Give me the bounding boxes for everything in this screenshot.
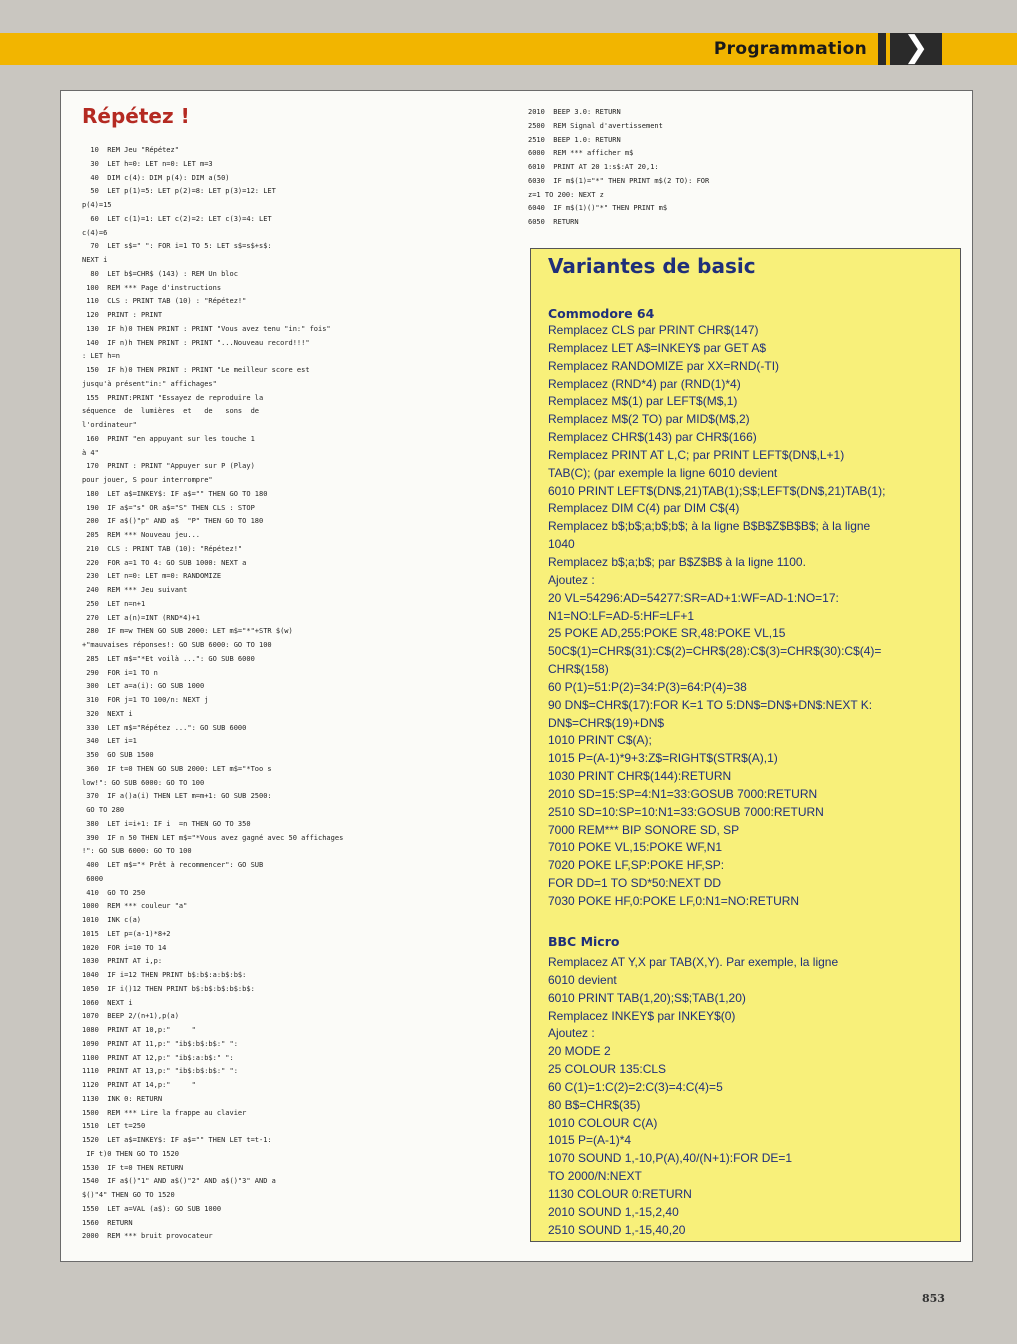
leftcode-line: 100 REM *** Page d'instructions	[82, 283, 222, 292]
c64-line: 1010 PRINT C$(A);	[548, 733, 652, 748]
leftcode-line: GO TO 280	[82, 806, 125, 814]
bbc-line: Remplacez INKEY$ par INKEY$(0)	[548, 1008, 736, 1023]
leftcode-line: 1120 PRINT AT 14,p:" "	[82, 1081, 196, 1089]
leftcode-line: 1130 INK 0: RETURN	[82, 1094, 163, 1103]
leftcode-line: !": GO SUB 6000: GO TO 100	[82, 847, 192, 856]
c64-line: Ajoutez :	[548, 572, 595, 587]
c64-line: 50C$(1)=CHR$(31):C$(2)=CHR$(28):C$(3)=CHR$(30):C$(4)=	[548, 644, 882, 659]
leftcode-line: 1090 PRINT AT 11,p:" "ib$:b$:b$:" ":	[82, 1039, 238, 1048]
c64-line: 60 P(1)=51:P(2)=34:P(3)=64:P(4)=38	[548, 679, 747, 694]
leftcode-line: 1050 IF i()12 THEN PRINT b$:b$:b$:b$:b$:	[82, 984, 255, 993]
leftcode-line: 390 IF n 50 THEN LET m$="*Vous avez gagné avec 50 affichages	[82, 833, 344, 842]
leftcode-line: $()"4" THEN GO TO 1520	[82, 1191, 175, 1199]
bbc-line: 20 MODE 2	[548, 1044, 611, 1059]
leftcode-line: IF t)0 THEN GO TO 1520	[82, 1149, 179, 1158]
rightcode-line: 2010 BEEP 3.0: RETURN	[528, 108, 621, 116]
leftcode-line: 1080 PRINT AT 10,p:" "	[82, 1026, 196, 1034]
leftcode-line: 1030 PRINT AT i,p:	[82, 957, 163, 966]
leftcode-line: 1530 IF t=0 THEN RETURN	[82, 1163, 184, 1172]
c64-line: FOR DD=1 TO SD*50:NEXT DD	[548, 876, 722, 891]
leftcode-line: 280 IF m=w THEN GO SUB 2000: LET m$="*"+STR $(w)	[82, 627, 293, 636]
leftcode-line: 1070 BEEP 2/(n+1),p(a)	[82, 1012, 179, 1021]
leftcode-line: 1550 LET a=VAL (a$): GO SUB 1000	[82, 1204, 222, 1213]
bbc-line: 6010 PRINT TAB(1,20);S$;TAB(1,20)	[548, 990, 746, 1005]
c64-line: Remplacez RANDOMIZE par XX=RND(-TI)	[548, 358, 780, 373]
leftcode-line: 160 PRINT "en appuyant sur les touche 1	[82, 434, 255, 443]
leftcode-line: à 4"	[82, 448, 99, 457]
page-number: 853	[922, 1292, 945, 1305]
leftcode-line: 400 LET m$="* Prêt à recommencer": GO SUB	[82, 861, 264, 869]
leftcode-line: 330 LET m$="Répétez ...": GO SUB 6000	[82, 723, 247, 732]
leftcode-line: : LET h=n	[82, 352, 120, 361]
leftcode-line: 140 IF n)h THEN PRINT : PRINT "...Nouveau record!!!"	[82, 338, 310, 347]
leftcode-line: 1040 IF i=12 THEN PRINT b$:b$:a:b$:b$:	[82, 971, 247, 979]
leftcode-line: 70 LET s$=" ": FOR i=1 TO 5: LET s$=s$+s$:	[82, 242, 272, 251]
leftcode-line: 6000	[82, 874, 104, 883]
leftcode-line: 1060 NEXT i	[82, 998, 133, 1007]
leftcode-line: 180 LET a$=INKEY$: IF a$="" THEN GO TO 180	[82, 489, 268, 498]
rightcode-line: z=1 TO 200: NEXT z	[528, 190, 604, 199]
bbc-line: 1070 SOUND 1,-10,P(A),40/(N+1):FOR DE=1	[548, 1151, 793, 1166]
c64-line: CHR$(158)	[548, 662, 609, 677]
leftcode-line: NEXT i	[82, 256, 108, 264]
leftcode-line: 270 LET a(n)=INT (RND*4)+1	[82, 613, 201, 622]
leftcode-line: 1110 PRINT AT 13,p:" "ib$:b$:b$:" ":	[82, 1067, 238, 1076]
c64-line: 2510 SD=10:SP=10:N1=33:GOSUB 7000:RETURN	[548, 804, 824, 819]
c64-line: 7000 REM*** BIP SONORE SD, SP	[548, 822, 740, 837]
c64-line: 7010 POKE VL,15:POKE WF,N1	[548, 840, 723, 855]
leftcode-line: 210 CLS : PRINT TAB (10): "Répétez!"	[82, 544, 243, 553]
leftcode-line: 220 FOR a=1 TO 4: GO SUB 1000: NEXT a	[82, 558, 247, 567]
c64-line: Remplacez M$(1) par LEFT$(M$,1)	[548, 394, 738, 409]
leftcode-line: 310 FOR j=1 TO 100/n: NEXT j	[82, 696, 209, 704]
bbc-line: 1015 P=(A-1)*4	[548, 1133, 632, 1148]
rightcode-line: 2500 REM Signal d'avertissement	[528, 121, 663, 130]
bbc-lines	[548, 954, 953, 1240]
leftcode-line: pour jouer, S pour interrompre"	[82, 476, 213, 484]
leftcode-line: 250 LET n=n+1	[82, 599, 146, 608]
leftcode-line: 155 PRINT:PRINT "Essayez de reproduire la	[82, 393, 264, 402]
c64-line: Remplacez DIM C(4) par DIM C$(4)	[548, 501, 740, 516]
leftcode-line: 1560 RETURN	[82, 1218, 133, 1227]
c64-line: Remplacez LET A$=INKEY$ par GET A$	[548, 340, 767, 355]
leftcode-line: 300 LET a=a(i): GO SUB 1000	[82, 682, 205, 691]
leftcode-line: 370 IF a()a(i) THEN LET m=m+1: GO SUB 2500:	[82, 792, 272, 801]
leftcode-line: 1540 IF a$()"1" AND a$()"2" AND a$()"3" AND a	[82, 1177, 276, 1186]
c64-line: 25 POKE AD,255:POKE SR,48:POKE VL,15	[548, 626, 786, 641]
c64-line: 1015 P=(A-1)*9+3:Z$=RIGHT$(STR$(A),1)	[548, 751, 778, 766]
leftcode-line: 290 FOR i=1 TO n	[82, 668, 158, 677]
leftcode-line: 30 LET h=0: LET n=0: LET m=3	[82, 159, 213, 168]
leftcode-line: 240 REM *** Jeu suivant	[82, 586, 188, 594]
c64-line: Remplacez b$;b$;a;b$;b$; à la ligne B$B$Z$B$B$; à la ligne	[548, 519, 871, 534]
article-title: Répétez !	[82, 104, 190, 128]
leftcode-line: 1100 PRINT AT 12,p:" "ib$:a:b$:" ":	[82, 1053, 234, 1062]
leftcode-line: 170 PRINT : PRINT "Appuyer sur P (Play)	[82, 462, 255, 471]
leftcode-line: 1020 FOR i=10 TO 14	[82, 943, 167, 952]
right-code-listing	[528, 106, 948, 230]
section-title: Programmation	[713, 39, 867, 59]
c64-line: Remplacez M$(2 TO) par MID$(M$,2)	[548, 412, 750, 427]
bbc-line: 2010 SOUND 1,-15,2,40	[548, 1204, 679, 1219]
leftcode-line: low!": GO SUB 6000: GO TO 100	[82, 778, 205, 787]
bbc-line: 1130 COLOUR 0:RETURN	[548, 1186, 692, 1201]
leftcode-line: 350 GO SUB 1500	[82, 751, 154, 759]
leftcode-line: +"mauvaises réponses!: GO SUB 6000: GO TO 100	[82, 641, 272, 649]
leftcode-line: 120 PRINT : PRINT	[82, 311, 163, 319]
c64-line: 20 VL=54296:AD=54277:SR=AD+1:WF=AD-1:NO=17:	[548, 590, 839, 605]
leftcode-line: 150 IF h)0 THEN PRINT : PRINT "Le meilleur score est	[82, 366, 310, 374]
leftcode-line: 2000 REM *** bruit provocateur	[82, 1232, 213, 1241]
leftcode-line: 1000 REM *** couleur "a"	[82, 902, 188, 911]
leftcode-line: jusqu'à présent"in:" affichages"	[82, 379, 217, 388]
bbc-heading: BBC Micro	[548, 934, 620, 949]
variantes-title: Variantes de basic	[548, 254, 756, 278]
leftcode-line: 60 LET c(1)=1: LET c(2)=2: LET c(3)=4: LET	[82, 214, 272, 223]
leftcode-line: 340 LET i=1	[82, 737, 137, 746]
leftcode-line: 10 REM Jeu "Répétez"	[82, 146, 179, 154]
c64-line: 2010 SD=15:SP=4:N1=33:GOSUB 7000:RETURN	[548, 786, 818, 801]
c64-line: Remplacez b$;a;b$; par B$Z$B$ à la ligne 1100.	[548, 554, 806, 569]
leftcode-line: 410 GO TO 250	[82, 888, 146, 897]
rightcode-line: 6030 IF m$(1)="*" THEN PRINT m$(2 TO): FOR	[528, 176, 710, 185]
section-header-bar	[0, 30, 1017, 65]
header-separator	[878, 33, 886, 65]
c64-line: TAB(C); (par exemple la ligne 6010 devient	[548, 465, 778, 480]
c64-line: Remplacez (RND*4) par (RND(1)*4)	[548, 376, 741, 391]
leftcode-line: 1520 LET a$=INKEY$: IF a$="" THEN LET t=t-1:	[82, 1136, 272, 1144]
left-code-listing	[82, 144, 502, 1244]
leftcode-line: 130 IF h)0 THEN PRINT : PRINT "Vous avez tenu "in:" fois"	[82, 324, 331, 333]
c64-line: N1=NO:LF=AD-5:HF=LF+1	[548, 608, 695, 623]
leftcode-line: 1500 REM *** Lire la frappe au clavier	[82, 1108, 247, 1117]
leftcode-line: 230 LET n=0: LET m=0: RANDOMIZE	[82, 572, 222, 581]
rightcode-line: 6000 REM *** afficher m$	[528, 149, 634, 158]
leftcode-line: 285 LET m$="*Et voilà ...": GO SUB 6000	[82, 654, 255, 663]
rightcode-line: 6050 RETURN	[528, 218, 579, 226]
c64-line: 7030 POKE HF,0:POKE LF,0:N1=NO:RETURN	[548, 894, 800, 908]
leftcode-line: p(4)=15	[82, 201, 112, 209]
leftcode-line: 360 IF t=0 THEN GO SUB 2000: LET m$="*Too s	[82, 764, 272, 773]
c64-line: 6010 PRINT LEFT$(DN$,21)TAB(1);S$;LEFT$(DN$,21)TAB(1);	[548, 483, 886, 498]
c64-line: 7020 POKE LF,SP:POKE HF,SP:	[548, 858, 725, 873]
bbc-line: Remplacez AT Y,X par TAB(X,Y). Par exemple, la ligne	[548, 955, 839, 969]
bbc-line: 1010 COLOUR C(A)	[548, 1115, 658, 1130]
bbc-line: 80 B$=CHR$(35)	[548, 1097, 641, 1112]
c64-line: Remplacez PRINT AT L,C; par PRINT LEFT$(DN$,L+1)	[548, 447, 845, 462]
leftcode-line: l'ordinateur"	[82, 421, 137, 429]
leftcode-line: 380 LET i=i+1: IF i =n THEN GO TO 350	[82, 819, 251, 828]
leftcode-line: 320 NEXT i	[82, 709, 133, 718]
rightcode-line: 6010 PRINT AT 20 1:s$:AT 20,1:	[528, 163, 659, 171]
leftcode-line: 110 CLS : PRINT TAB (10) : "Répétez!"	[82, 297, 247, 306]
bbc-line: 2510 SOUND 1,-15,40,20	[548, 1222, 686, 1237]
bbc-line: TO 2000/N:NEXT	[548, 1169, 642, 1184]
c64-line: 90 DN$=CHR$(17):FOR K=1 TO 5:DN$=DN$+DN$:NEXT K:	[548, 697, 873, 712]
leftcode-line: 190 IF a$="s" OR a$="S" THEN CLS : STOP	[82, 503, 255, 512]
chevron-right-icon: ❯	[890, 33, 942, 65]
leftcode-line: séquence de lumières et de sons de	[82, 407, 260, 416]
leftcode-line: 1510 LET t=250	[82, 1122, 146, 1131]
leftcode-line: 1010 INK c(a)	[82, 916, 142, 924]
leftcode-line: 50 LET p(1)=5: LET p(2)=8: LET p(3)=12: LET	[82, 187, 276, 196]
c64-line: 1030 PRINT CHR$(144):RETURN	[548, 769, 732, 784]
leftcode-line: c(4)=6	[82, 228, 108, 237]
c64-line: DN$=CHR$(19)+DN$	[548, 715, 665, 730]
c64-heading: Commodore 64	[548, 306, 655, 321]
c64-line: Remplacez CLS par PRINT CHR$(147)	[548, 323, 759, 337]
bbc-line: 6010 devient	[548, 972, 617, 987]
leftcode-line: 200 IF a$()"p" AND a$ "P" THEN GO TO 180	[82, 517, 264, 526]
rightcode-line: 6040 IF m$(1)()"*" THEN PRINT m$	[528, 204, 668, 213]
c64-lines	[548, 322, 953, 911]
c64-line: Remplacez CHR$(143) par CHR$(166)	[548, 430, 757, 445]
c64-line: 1040	[548, 537, 575, 552]
bbc-line: 25 COLOUR 135:CLS	[548, 1062, 667, 1077]
rightcode-line: 2510 BEEP 1.0: RETURN	[528, 135, 621, 144]
leftcode-line: 80 LET b$=CHR$ (143) : REM Un bloc	[82, 269, 238, 278]
leftcode-line: 1015 LET p=(a-1)*8+2	[82, 929, 171, 938]
leftcode-line: 40 DIM c(4): DIM p(4): DIM a(50)	[82, 173, 230, 182]
bbc-line: 60 C(1)=1:C(2)=2:C(3)=4:C(4)=5	[548, 1079, 723, 1094]
leftcode-line: 205 REM *** Nouveau jeu...	[82, 531, 201, 539]
bbc-line: Ajoutez :	[548, 1026, 595, 1041]
